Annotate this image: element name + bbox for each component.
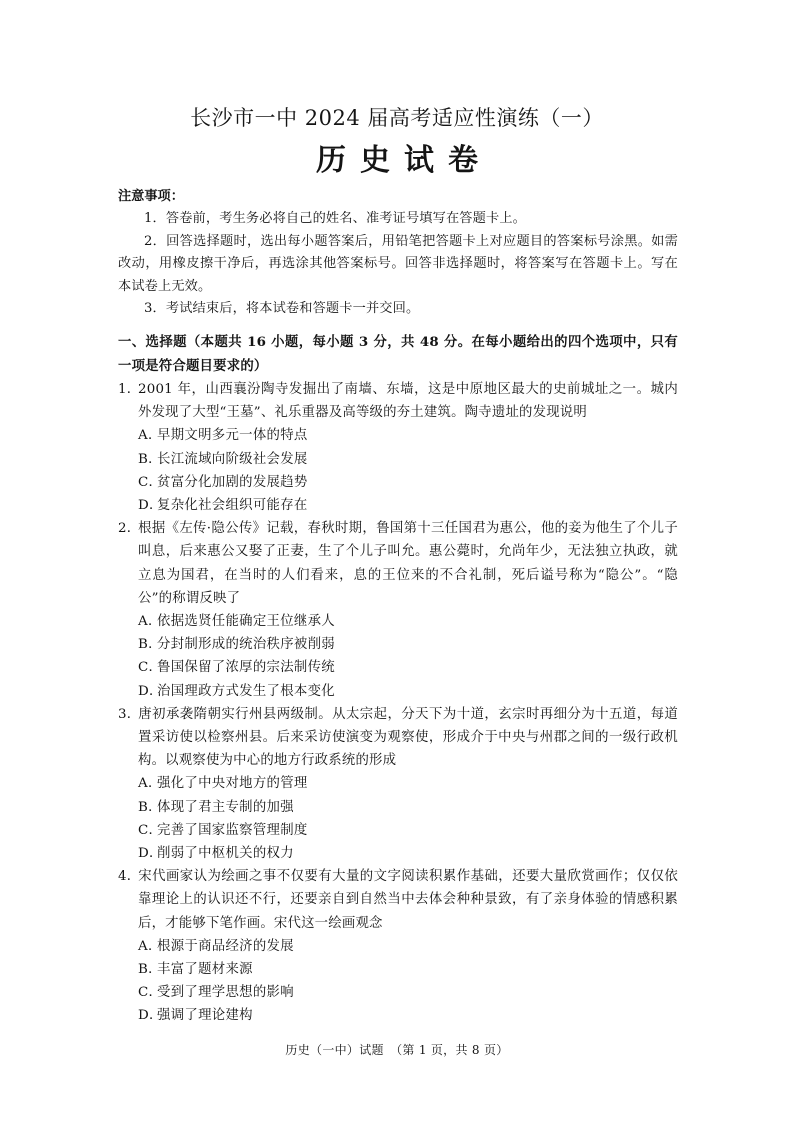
option-text: 早期文明多元一体的特点 — [157, 428, 308, 444]
instruction-item: 2．回答选择题时，选出每小题答案后，用铅笔把答题卡上对应题目的答案标号涂黑。如需改动，用橡皮擦干净后，再选涂其他答案标号。回答非选择题时，将答案写在答题卡上。写在本试卷上无效。 — [118, 233, 678, 294]
page-footer: 历史（一中）试题 （第 1 页，共 8 页） — [285, 1043, 509, 1057]
option-b — [118, 796, 678, 819]
instructions-block — [118, 186, 678, 321]
question-2 — [118, 517, 678, 703]
option-text: 复杂化社会组织可能存在 — [157, 498, 308, 514]
option-letter: A． — [138, 776, 162, 792]
option-d — [118, 680, 678, 703]
question-number: 1． — [118, 382, 141, 397]
option-d — [118, 842, 678, 865]
question-text: 唐初承袭隋朝实行州县两级制。从太宗起，分天下为十道，玄宗时再细分为十五道，每道置采访使以检察州县。后来采访使演变为观察使，形成介于中央与州郡之间的一级行政机构。以观察使为中心的地方行政系统的形成 — [138, 706, 678, 769]
question-text: 宋代画家认为绘画之事不仅要有大量的文字阅读积累作基础，还要大量欣赏画作；仅仅依靠理论上的认识还不行，还要亲自到自然当中去体会种种景致，有了亲身体验的情感积累后，才能够下笔作画。宋代这一绘画观念 — [138, 869, 678, 931]
option-text: 强调了理论建构 — [157, 1008, 253, 1024]
option-a — [118, 424, 678, 447]
question-4 — [118, 865, 678, 1027]
exam-title: 长沙市一中 2024 届高考适应性演练（一） — [190, 106, 604, 130]
question-number: 3． — [118, 706, 141, 722]
option-a — [118, 772, 678, 795]
option-letter: C． — [138, 985, 163, 1001]
question-list — [118, 378, 678, 1028]
option-b — [118, 448, 678, 471]
option-d — [118, 1004, 678, 1027]
option-letter: A． — [138, 614, 162, 630]
option-text: 治国理政方式发生了根本变化 — [157, 683, 335, 699]
option-a — [118, 935, 678, 958]
option-letter: A． — [138, 938, 162, 954]
instruction-item: 1．答卷前，考生务必将自己的姓名、准考证号填写在答题卡上。 — [144, 211, 526, 226]
question-stem — [118, 517, 678, 610]
option-b — [118, 958, 678, 981]
option-text: 依据选贤任能确定王位继承人 — [157, 614, 335, 630]
section-heading: 一、选择题（本题共 16 小题，每小题 3 分，共 48 分。在每小题给出的四个选项中，只有一项是符合题目要求的） — [118, 334, 678, 374]
option-text: 完善了国家监察管理制度 — [157, 822, 308, 838]
option-letter: D． — [138, 683, 163, 699]
option-a — [118, 610, 678, 633]
instructions-heading: 注意事项： — [118, 189, 184, 204]
option-letter: C． — [138, 660, 163, 676]
option-b — [118, 633, 678, 656]
option-text: 强化了中央对地方的管理 — [157, 776, 308, 792]
option-c — [118, 471, 678, 494]
question-1 — [118, 378, 678, 517]
option-text: 根源于商品经济的发展 — [157, 938, 294, 954]
option-text: 鲁国保留了浓厚的宗法制传统 — [157, 660, 335, 676]
question-number: 2． — [118, 521, 141, 537]
option-letter: A． — [138, 428, 162, 444]
option-text: 分封制形成的统治秩序被削弱 — [157, 637, 335, 653]
instruction-item: 3．考试结束后，将本试卷和答题卡一并交回。 — [144, 301, 420, 316]
question-number: 4． — [118, 869, 141, 885]
option-letter: D． — [138, 1008, 163, 1024]
question-stem — [118, 378, 678, 424]
option-letter: B． — [138, 451, 162, 467]
option-text: 贫富分化加剧的发展趋势 — [157, 474, 308, 490]
option-d — [118, 494, 678, 517]
question-3 — [118, 703, 678, 865]
option-letter: C． — [138, 474, 163, 490]
option-text: 长江流域向阶级社会发展 — [157, 451, 308, 467]
option-letter: D． — [138, 846, 163, 862]
question-text: 2001 年，山西襄汾陶寺发掘出了南墙、东墙，这是中原地区最大的史前城址之一。城内外发现了大型“王墓”、礼乐重器及高等级的夯土建筑。陶寺遗址的发现说明 — [138, 382, 678, 421]
option-text: 削弱了中枢机关的权力 — [157, 846, 294, 862]
option-letter: B． — [138, 962, 162, 978]
exam-subject-title: 历史试卷 — [316, 143, 492, 178]
option-c — [118, 819, 678, 842]
option-letter: D． — [138, 498, 163, 514]
question-stem — [118, 865, 678, 935]
option-c — [118, 981, 678, 1004]
question-stem — [118, 703, 678, 773]
option-text: 丰富了题材来源 — [157, 962, 253, 978]
option-text: 体现了君主专制的加强 — [157, 799, 294, 815]
option-text: 受到了理学思想的影响 — [157, 985, 294, 1001]
option-letter: C． — [138, 822, 163, 838]
option-letter: B． — [138, 637, 162, 653]
question-text: 根据《左传·隐公传》记载，春秋时期，鲁国第十三任国君为惠公，他的妾为他生了个儿子叫息，后来惠公又娶了正妻，生了个儿子叫允。惠公薨时，允尚年少，无法独立执政，就立息为国君，在当时的人们看来，息的王位来的不合礼制，死后谥号称为“隐公”。“隐公”的称谓反映了 — [138, 521, 678, 606]
option-c — [118, 656, 678, 679]
option-letter: B． — [138, 799, 162, 815]
